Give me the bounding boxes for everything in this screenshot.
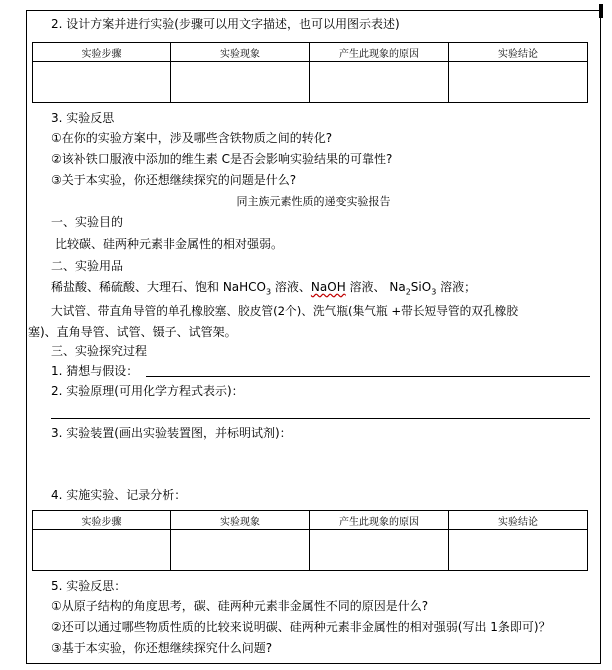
table-cell[interactable]: [449, 530, 588, 571]
step-reflection: 5. 实验反思：: [51, 579, 127, 593]
section-purpose-heading: 一、实验目的: [51, 215, 124, 229]
table-cell[interactable]: [171, 62, 310, 103]
reflection-item: ①在你的实验方案中，涉及哪些含铁物质之间的转化?: [51, 131, 333, 145]
table-header-cell: 产生此现象的原因: [310, 511, 449, 530]
table-cell[interactable]: [310, 530, 449, 571]
table-header-cell: 实验步骤: [33, 511, 171, 530]
table-header-cell: 产生此现象的原因: [310, 43, 449, 62]
reflection-item: ①从原子结构的角度思考，碳、硅两种元素非金属性不同的原因是什么?: [51, 599, 429, 613]
table-cell[interactable]: [171, 530, 310, 571]
table-cell[interactable]: [449, 62, 588, 103]
reflection-item: ③基于本实验，你还想继续探究什么问题?: [51, 641, 273, 655]
step-apparatus: 3. 实验装置(画出实验装置图，并标明试剂)：: [51, 426, 292, 440]
table-header-cell: 实验步骤: [33, 43, 171, 62]
experiment-table-1: [32, 42, 588, 103]
table-row: [33, 530, 588, 571]
table-header-cell: 实验结论: [449, 511, 588, 530]
table-row: [33, 62, 588, 103]
table-header-cell: 实验结论: [449, 43, 588, 62]
step-hypothesis: 1. 猜想与假设：: [51, 364, 139, 378]
reflection-item: ③关于本实验，你还想继续探究的问题是什么?: [51, 173, 297, 187]
reagents-line: 稀盐酸、稀硫酸、大理石、饱和 NaHCO$_3$ 溶液、NaOH 溶液、 $Na_2SiO_3$ 溶液；: [51, 280, 477, 297]
step-record: 4. 实施实验、记录分析：: [51, 488, 187, 502]
design-heading: 2. 设计方案并进行实验(步骤可以用文字描述，也可以用图示表述): [51, 17, 400, 31]
step-principle: 2. 实验原理(可用化学方程式表示)：: [51, 384, 244, 398]
apparatus-line-2: 塞)、直角导管、试管、镊子、试管架。: [28, 325, 237, 339]
naoh-spellcheck: NaOH: [310, 280, 346, 294]
experiment-table-2: [32, 510, 588, 571]
table-header-row: [33, 511, 588, 530]
table-header-cell: 实验现象: [171, 511, 310, 530]
section-materials-heading: 二、实验用品: [51, 259, 124, 273]
reflection-item: ②还可以通过哪些物质性质的比较来说明碳、硅两种元素非金属性的相对强弱(写出 1条即可)？: [51, 620, 551, 634]
principle-answer-line[interactable]: [51, 418, 590, 419]
reflection-item: ②该补铁口服液中添加的维生素 C是否会影响实验结果的可靠性?: [51, 152, 393, 166]
apparatus-line-1: 大试管、带直角导管的单孔橡胶塞、胶皮管(2个)、洗气瓶(集气瓶 +带长短导管的双孔橡胶: [51, 304, 519, 318]
section-purpose-text: 比较碳、硅两种元素非金属性的相对强弱。: [55, 237, 284, 251]
hypothesis-answer-line[interactable]: [146, 376, 590, 377]
section-process-heading: 三、实验探究过程: [51, 344, 148, 358]
table-header-cell: 实验现象: [171, 43, 310, 62]
reflection-heading: 3. 实验反思: [51, 111, 115, 125]
table-cell[interactable]: [310, 62, 449, 103]
table-cell[interactable]: [33, 530, 171, 571]
table-cell[interactable]: [33, 62, 171, 103]
corner-mark: [599, 4, 603, 18]
report-title: 同主族元素性质的递变实验报告: [236, 195, 391, 208]
table-header-row: [33, 43, 588, 62]
